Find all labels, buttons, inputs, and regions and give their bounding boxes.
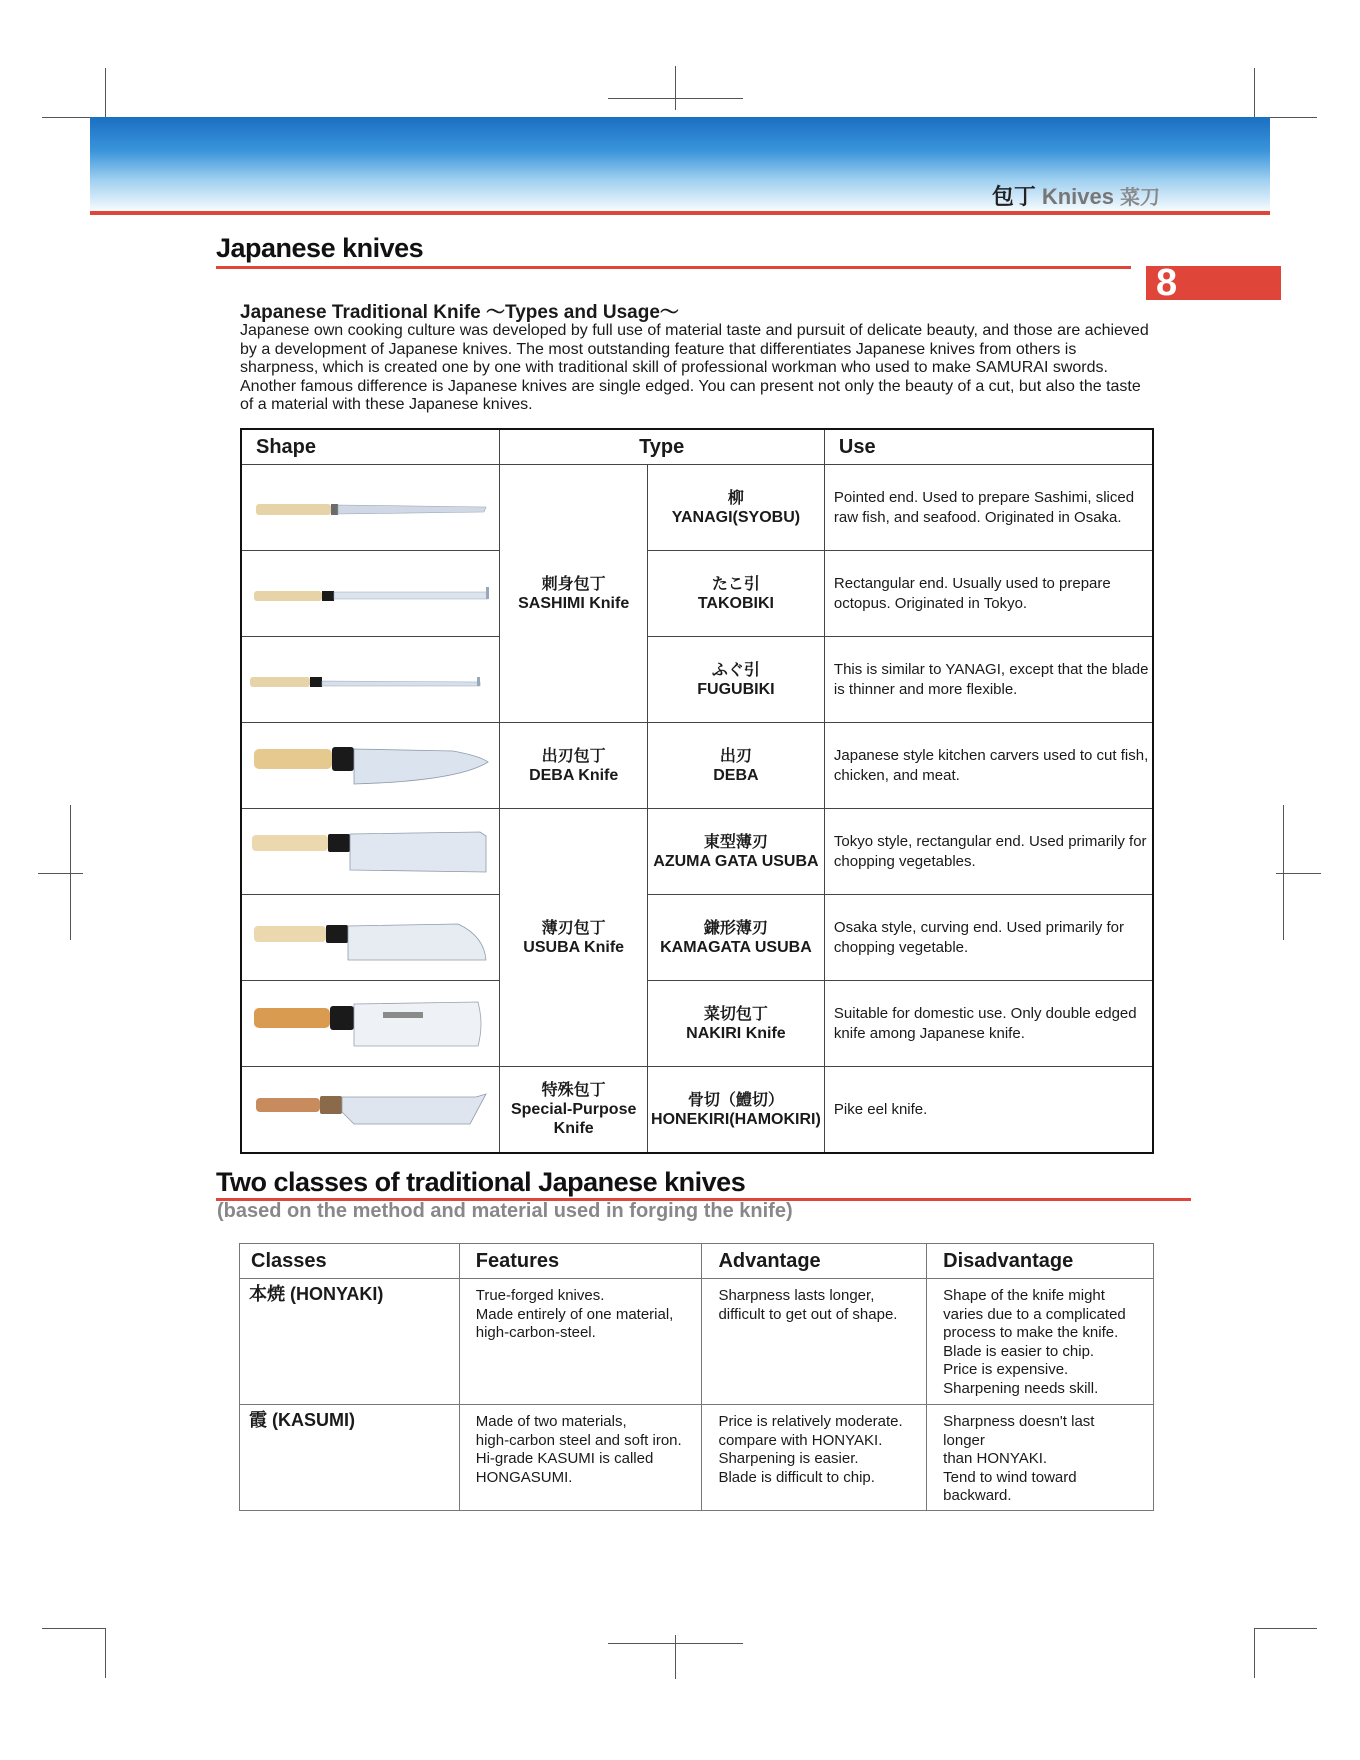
use-cell: This is similar to YANAGI, except that the blade is thinner and more flexible. xyxy=(824,637,1153,723)
type-cell xyxy=(647,981,824,1067)
table-row xyxy=(240,1405,1154,1511)
type-cell xyxy=(647,809,824,895)
section-title: Japanese knives xyxy=(216,233,424,263)
header-rule xyxy=(90,211,1270,215)
header-title xyxy=(992,180,1160,211)
type-cell xyxy=(647,465,824,551)
text-line: Sharpening is easier. xyxy=(718,1450,859,1467)
group-special-jp: 特殊包丁 xyxy=(541,1082,606,1099)
group-sashimi xyxy=(500,465,648,723)
section2-subtitle: (based on the method and material used in forging the knife) xyxy=(217,1200,793,1222)
knife-image-yanagi xyxy=(241,465,500,551)
table-row xyxy=(241,981,1153,1067)
use-cell: Pointed end. Used to prepare Sashimi, sliced raw fish, and seafood. Originated in Osaka. xyxy=(824,465,1153,551)
table-row xyxy=(241,723,1153,809)
group-deba-jp: 出刃包丁 xyxy=(541,747,606,765)
takobiki-knife-icon xyxy=(248,574,493,614)
text-line: HONGASUMI. xyxy=(475,1468,573,1486)
text-line: Tend to wind toward xyxy=(943,1468,1077,1486)
type-cell xyxy=(647,1067,824,1154)
table-row xyxy=(241,895,1153,981)
use-cell: Japanese style kitchen carvers used to cut fish, chicken, and meat. xyxy=(824,723,1153,809)
group-usuba xyxy=(500,809,648,1067)
header-type: Type xyxy=(500,429,824,465)
text-line: Hi-grade KASUMI is called xyxy=(475,1450,654,1467)
text-line: Sharpening needs skill. xyxy=(943,1379,1099,1397)
text-line: Made of two materials, xyxy=(475,1413,627,1430)
type-jp: ふぐ引 xyxy=(711,661,760,679)
yanagi-knife-icon xyxy=(248,488,493,528)
fugubiki-knife-icon xyxy=(248,660,493,700)
kamagata-usuba-knife-icon xyxy=(248,908,493,968)
knife-types-table xyxy=(240,428,1154,1154)
text-line: Sharpness lasts longer, xyxy=(718,1287,875,1304)
text-line: Price is expensive. xyxy=(943,1361,1069,1378)
group-special xyxy=(500,1067,648,1154)
type-cell xyxy=(647,551,824,637)
knife-image-nakiri xyxy=(241,981,500,1067)
knife-classes-table xyxy=(239,1243,1154,1511)
type-cell xyxy=(647,895,824,981)
type-jp: 柳 xyxy=(727,489,744,507)
intro-paragraph: Japanese own cooking culture was developed by full use of material taste and pursuit of delicate beauty, and those are achieved by a development of Japanese knives. The most outstanding feature that differentiates Japanese knives from others is sharpness, which is created one by one with traditional skill of professional workman who used to make SAMURAI swords. Another famous difference is Japanese knives are single edged. You can present not only the beauty of a cut, but also the taste of a material with these Japanese knives. xyxy=(240,322,1149,414)
table-row xyxy=(240,1279,1154,1405)
text-line: compare with HONYAKI. xyxy=(718,1431,883,1449)
advantage-cell xyxy=(702,1279,927,1405)
header-classes: Classes xyxy=(240,1244,460,1279)
header-title-en: Knives xyxy=(1041,184,1114,209)
type-jp: 菜切包丁 xyxy=(703,1005,768,1023)
page-number: 8 xyxy=(1146,266,1281,300)
text-line: backward. xyxy=(943,1487,1012,1504)
features-cell xyxy=(459,1405,702,1511)
disadvantage-cell xyxy=(927,1405,1154,1511)
text-line: high-carbon-steel. xyxy=(475,1324,596,1341)
group-special-en2: Knife xyxy=(553,1120,594,1137)
type-jp: 鎌形薄刃 xyxy=(703,919,768,937)
nakiri-knife-icon xyxy=(248,994,493,1054)
use-cell: Pike eel knife. xyxy=(824,1067,1153,1154)
header-use: Use xyxy=(824,429,1153,465)
advantage-cell xyxy=(702,1405,927,1511)
group-usuba-jp: 薄刃包丁 xyxy=(541,919,606,937)
text-line: Blade is difficult to chip. xyxy=(718,1468,875,1486)
knife-image-kamagata-usuba xyxy=(241,895,500,981)
type-en: TAKOBIKI xyxy=(697,594,774,612)
table-header-row xyxy=(241,429,1153,465)
text-line: difficult to get out of shape. xyxy=(718,1305,898,1323)
type-en: KAMAGATA USUBA xyxy=(660,938,812,956)
azuma-usuba-knife-icon xyxy=(248,822,493,882)
table-row xyxy=(241,551,1153,637)
type-en: NAKIRI Knife xyxy=(686,1024,786,1042)
knife-image-deba xyxy=(241,723,500,809)
group-deba-en: DEBA Knife xyxy=(529,766,619,784)
features-cell xyxy=(459,1279,702,1405)
table-header-row xyxy=(240,1244,1154,1279)
use-cell: Osaka style, curving end. Used primarily for chopping vegetable. xyxy=(824,895,1153,981)
type-en: YANAGI(SYOBU) xyxy=(671,508,801,526)
text-line: True-forged knives. xyxy=(475,1287,605,1304)
text-line: Blade is easier to chip. xyxy=(943,1342,1095,1360)
table-row xyxy=(241,465,1153,551)
type-jp: たこ引 xyxy=(711,575,760,593)
header-title-jp2: 菜刀 xyxy=(1120,187,1160,209)
header-title-jp: 包丁 xyxy=(991,184,1036,209)
deba-knife-icon xyxy=(248,736,493,796)
class-name: 霞 (KASUMI) xyxy=(240,1405,460,1511)
group-deba xyxy=(500,723,648,809)
text-line: than HONYAKI. xyxy=(943,1450,1048,1467)
header-disadvantage: Disadvantage xyxy=(927,1244,1154,1279)
knife-image-honekiri xyxy=(241,1067,500,1154)
type-cell xyxy=(647,637,824,723)
group-usuba-en: USUBA Knife xyxy=(523,938,625,956)
table-row xyxy=(241,1067,1153,1154)
type-en: FUGUBIKI xyxy=(697,680,775,698)
knife-image-azuma-gata-usuba xyxy=(241,809,500,895)
group-special-en1: Special-Purpose xyxy=(510,1101,637,1118)
knife-image-takobiki xyxy=(241,551,500,637)
text-line: high-carbon steel and soft iron. xyxy=(475,1431,682,1449)
type-jp: 出刃 xyxy=(719,747,752,765)
section-title-rule xyxy=(216,266,1131,269)
type-jp: 骨切（鱧切） xyxy=(687,1091,784,1109)
intro-heading: Japanese Traditional Knife ～Types and Usage～ xyxy=(240,302,679,323)
section2-title: Two classes of traditional Japanese knives xyxy=(216,1167,746,1197)
use-cell: Suitable for domestic use. Only double edged knife among Japanese knife. xyxy=(824,981,1153,1067)
text-line: process to make the knife. xyxy=(943,1324,1119,1341)
use-cell: Tokyo style, rectangular end. Used primarily for chopping vegetables. xyxy=(824,809,1153,895)
text-line: Made entirely of one material, xyxy=(475,1305,674,1323)
table-row xyxy=(241,637,1153,723)
text-line: Shape of the knife might xyxy=(943,1287,1105,1304)
honekiri-knife-icon xyxy=(248,1080,493,1140)
group-sashimi-jp: 刺身包丁 xyxy=(541,575,606,593)
header-features: Features xyxy=(459,1244,702,1279)
table-row xyxy=(241,809,1153,895)
header-advantage: Advantage xyxy=(702,1244,927,1279)
header-shape: Shape xyxy=(241,429,500,465)
use-cell: Rectangular end. Usually used to prepare octopus. Originated in Tokyo. xyxy=(824,551,1153,637)
type-en: HONEKIRI(HAMOKIRI) xyxy=(651,1110,821,1128)
type-cell xyxy=(647,723,824,809)
type-en: DEBA xyxy=(713,766,759,784)
text-line: Price is relatively moderate. xyxy=(718,1413,903,1430)
text-line: Sharpness doesn't last longer xyxy=(943,1413,1095,1449)
knife-image-fugubiki xyxy=(241,637,500,723)
class-name: 本焼 (HONYAKI) xyxy=(240,1279,460,1405)
type-jp: 東型薄刃 xyxy=(703,833,768,851)
group-sashimi-en: SASHIMI Knife xyxy=(518,594,630,612)
disadvantage-cell xyxy=(927,1279,1154,1405)
type-en: AZUMA GATA USUBA xyxy=(653,852,819,870)
text-line: varies due to a complicated xyxy=(943,1305,1126,1323)
